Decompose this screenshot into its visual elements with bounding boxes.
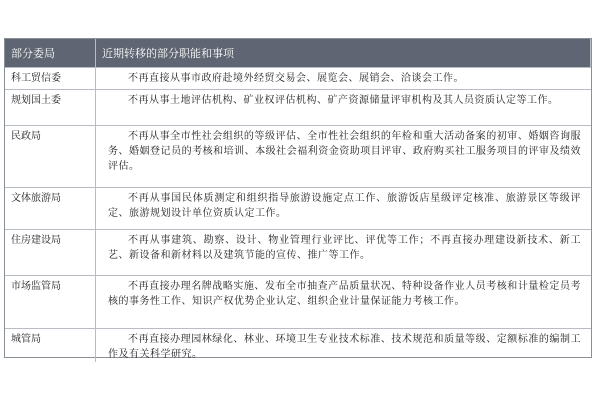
row-functions: 不再从事土地评估机构、矿业权评估机构、矿产资源储量评审机构及其人员资质认定等工作。 [96, 89, 591, 125]
row-department: 规划国土委 [5, 89, 96, 125]
row-functions: 不再从事全市性社会组织的等级评估、全市性社会组织的年检和重大活动备案的初审、婚姻咨询服务、婚姻登记员的考核和培训、本级社会福利资金资助项目评审、政府购买社工服务项目的评审及绩效评估。 [96, 125, 591, 187]
row-functions: 不再从事国民体质测定和组织指导旅游设施定点工作、旅游饭店星级评定核准、旅游景区等级评定、旅游规划设计单位资质认定工作。 [96, 187, 591, 229]
row-functions: 不再直接办理名牌战略实施、发布全市抽查产品质量状况、特种设备作业人员考核和计量检定员考核的事务性工作、知识产权优势企业认定、组织企业计量保证能力考核工作。 [96, 275, 591, 328]
header-functions: 近期转移的部分职能和事项 [96, 39, 591, 67]
row-department: 文体旅游局 [5, 187, 96, 229]
header-department: 部分委局 [5, 39, 96, 67]
functions-table [4, 38, 592, 358]
row-functions: 不再从事建筑、勘察、设计、物业管理行业评比、评优等工作；不再直接办理建设新技术、新工艺、新设备和新材料以及建筑节能的宣传、推广等工作。 [96, 229, 591, 275]
row-functions: 不再直接办理园林绿化、林业、环境卫生专业技术标准、技术规范和质量等级、定额标准的编制工作及有关科学研究。 [96, 328, 591, 362]
row-department: 城管局 [5, 328, 96, 362]
row-functions: 不再直接从事市政府赴境外经贸交易会、展览会、展销会、洽谈会工作。 [96, 67, 591, 89]
row-department: 民政局 [5, 125, 96, 187]
row-department: 市场监管局 [5, 275, 96, 328]
row-department: 科工贸信委 [5, 67, 96, 89]
row-department: 住房建设局 [5, 229, 96, 275]
